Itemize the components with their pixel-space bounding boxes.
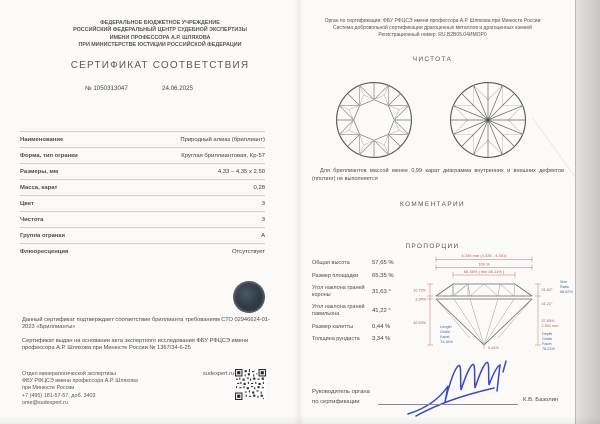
contact-phone: +7 (495) 181-57-57, доб. 3403: [22, 392, 96, 399]
prop-label: Общая высота: [312, 260, 350, 266]
girdle-thickness-label: 3.34%: [415, 297, 426, 302]
statement-basis: Сертификат выдан на основании акта экспертного исследования ФБУ РФЦСЭ имени профессора А.Р. Шляхова при Минюсте России № 1367/34-6-25: [22, 338, 249, 352]
prop-value: 41,22 °: [372, 307, 391, 314]
table-row: [20, 147, 265, 163]
diamond-pavilion-view-diagram: [449, 81, 527, 159]
certificate-title: СЕРТИФИКАТ СООТВЕТСТВИЯ: [70, 60, 250, 71]
signature-graphic: [398, 356, 553, 418]
cert-system-line: Система добровольной сертификации драгоценных металлов и драгоценных камней: [333, 24, 532, 31]
prop-label: Размер калетты: [312, 323, 354, 330]
svg-text:Ratio: Ratio: [560, 285, 569, 289]
profile-width-label: 100 %: [478, 261, 490, 267]
issuer-line: РОССИЙСКИЙ ФЕДЕРАЛЬНЫЙ ЦЕНТР СУДЕБНОЙ ЭКСПЕРТИЗЫ: [73, 27, 247, 34]
svg-text:76.21%: 76.21%: [542, 347, 555, 351]
row-value: 0,28: [253, 184, 265, 191]
table-row: [20, 211, 265, 227]
row-value: Природный алмаз (бриллиант): [180, 136, 265, 143]
issuer-line: ПРИ МИНИСТЕРСТВЕ ЮСТИЦИИ РОССИЙСКОЙ ФЕДЕРАЦИИ: [78, 42, 242, 49]
pavilion-angle-label: 41.22°: [541, 302, 553, 306]
signatory-role: Руководитель органа по сертификации: [312, 389, 370, 405]
table-row: [20, 195, 265, 211]
svg-text:2.501 mm: 2.501 mm: [541, 324, 559, 328]
qr-code-icon: [235, 369, 266, 400]
row-label: Группа огранки: [20, 232, 65, 239]
culet-size-label: 0.44%: [488, 346, 499, 350]
clarity-heading: ЧИСТОТА: [412, 56, 453, 63]
length-girdle-facet-label: [440, 325, 454, 344]
row-label: Масса, карат: [20, 184, 58, 191]
crown-height-label: 10.72%: [413, 288, 426, 293]
comments-heading: КОММЕНТАРИИ: [400, 201, 465, 208]
svg-text:Girdle: Girdle: [440, 330, 451, 334]
proportions-heading: ПРОПОРЦИИ: [405, 243, 460, 250]
row-value: 3: [261, 216, 265, 223]
row-value: 3: [261, 200, 265, 207]
diamond-crown-view-diagram: [335, 81, 413, 159]
svg-text:56.52%: 56.52%: [560, 290, 573, 294]
svg-text:57.65%: 57.65%: [541, 319, 555, 323]
certificate-number: № 1050313047: [85, 85, 128, 92]
scan-background-strip: [576, 0, 600, 424]
table-row: [20, 179, 265, 195]
contact-block: [22, 371, 192, 407]
round-seal-stamp-icon: [233, 281, 265, 313]
svg-text:Facet: Facet: [440, 335, 450, 339]
profile-table-label: 65.35% ( min 65.11% ): [463, 269, 505, 274]
row-label: Цвет: [20, 200, 34, 207]
issuer-line: ФЕДЕРАЛЬНОЕ БЮДЖЕТНОЕ УЧРЕЖДЕНИЕ: [100, 20, 220, 26]
row-label: Наименование: [20, 136, 64, 143]
row-label: Флюоресценция: [20, 248, 69, 255]
row-label: Размеры, мм: [20, 168, 59, 175]
svg-text:Facet: Facet: [542, 342, 552, 346]
spec-table: [20, 131, 265, 259]
contact-line: ФБУ РФЦСЭ имени профессора А.Р. Шляхова: [22, 378, 138, 385]
row-value: А: [261, 232, 265, 239]
profile-diameter-label: 4.339 mm (4.326 - 4.351): [461, 252, 507, 258]
diamond-profile-diagram: [396, 250, 596, 365]
signature-line: [378, 404, 518, 405]
signatory-name: К.В. Базолин: [523, 397, 559, 403]
website-label: sudexpert.ru: [203, 371, 235, 377]
issuer-name-block: [30, 20, 290, 50]
prop-label: Толщина рундиста: [312, 336, 360, 343]
depth-girdle-facet-label: [542, 332, 556, 351]
crown-angle-label: 31.63°: [541, 288, 553, 292]
row-value: Круглая бриллиантовая, Кр-57: [181, 152, 265, 159]
certificate-date: 24.06.2025: [162, 85, 193, 92]
scan-bottom-shadow: [0, 416, 600, 424]
prop-value: 31,63 °: [372, 288, 391, 295]
prop-label: Размер площадки: [312, 272, 359, 279]
issuer-line: ИМЕНИ ПРОФЕССОРА А.Р. ШЛЯХОВА: [109, 34, 211, 41]
table-row: [20, 163, 265, 179]
prop-label: Угол наклона граней короны: [312, 285, 365, 298]
prop-value: 0,44 %: [372, 323, 391, 330]
row-label: Форма, тип огранки: [20, 152, 78, 159]
svg-text:Length: Length: [440, 325, 452, 329]
contact-line: Отдел минералогической экспертизы: [22, 371, 116, 377]
registration-number: Регистрационный номер: RU.B2B05.04ИМОР0: [378, 31, 487, 38]
svg-text:Depth: Depth: [542, 332, 553, 336]
svg-text:74.16%: 74.16%: [440, 340, 453, 344]
table-row: [20, 131, 265, 147]
contact-email: ome@sudexpert.ru: [22, 399, 68, 406]
pavilion-depth-label: 40.59%: [413, 321, 426, 325]
cert-body-line: Орган по сертификации: ФБУ РФЦСЭ имени профессора А.Р. Шляхова при Минюсте России: [324, 18, 541, 24]
row-label: Чистота: [20, 216, 44, 223]
total-depth-label: [542, 319, 559, 328]
star-ratio-label: [560, 280, 574, 294]
contact-line: при Минюсте России: [22, 385, 75, 392]
row-value: 4,33 – 4,35 x 2,50: [217, 168, 265, 175]
table-row: [20, 227, 265, 243]
statement-sto: Данный сертификат подтверждает соответствие бриллианта требованиям СТО 02946624-01-2023 «Бриллианты»: [22, 317, 270, 331]
row-value: Отсутствует: [231, 248, 265, 255]
svg-text:Star: Star: [560, 280, 567, 284]
prop-label: Угол наклона граней павильона: [312, 304, 365, 317]
table-row: [20, 243, 265, 259]
page-fold-shadow: [294, 0, 304, 424]
svg-text:Girdle: Girdle: [542, 337, 553, 341]
prop-value: 65,35 %: [372, 272, 394, 279]
prop-value: 3,34 %: [372, 336, 391, 343]
prop-value: 57,65 %: [372, 260, 394, 267]
certification-body-block: [310, 18, 555, 38]
plotting-note: Для бриллиантов массой менее 0,99 карат диаграмма внутренних и внешних дефектов (плотинг) не выполняется: [312, 168, 564, 182]
